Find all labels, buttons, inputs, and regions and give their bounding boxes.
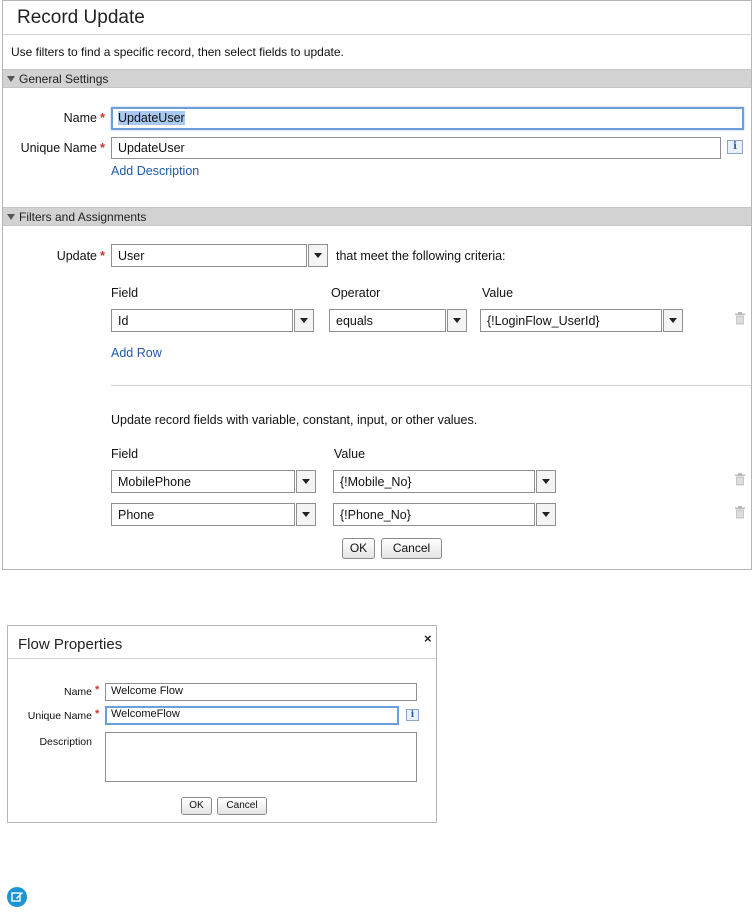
record-update-dialog: [2, 0, 752, 570]
chevron-down-icon[interactable]: [294, 309, 314, 332]
flow-name-input[interactable]: Welcome Flow: [105, 683, 417, 701]
chevron-down-icon[interactable]: [536, 470, 556, 493]
name-label: Name: [63, 111, 97, 125]
name-input[interactable]: [111, 107, 744, 130]
required-marker: *: [100, 140, 106, 155]
dialog-title: Record Update: [3, 1, 751, 35]
unique-name-value: UpdateUser: [118, 141, 185, 155]
ok-button[interactable]: OK: [342, 538, 375, 559]
required-marker: *: [100, 110, 106, 125]
dialog-description: Use filters to find a specific record, then select fields to update.: [11, 45, 344, 59]
required-marker: *: [100, 248, 106, 263]
unique-name-label: Unique Name: [20, 141, 97, 155]
assignment-field-select[interactable]: MobilePhone: [111, 470, 295, 493]
cancel-button[interactable]: Cancel: [381, 538, 442, 559]
section-title: General Settings: [19, 72, 109, 86]
dialog-title: Flow Properties: [8, 626, 436, 659]
section-title: Filters and Assignments: [19, 210, 147, 224]
info-icon[interactable]: i: [406, 709, 419, 721]
trash-icon[interactable]: [734, 473, 746, 486]
chevron-down-icon[interactable]: [296, 470, 316, 493]
unique-name-label: Unique Name: [27, 710, 92, 722]
trash-icon[interactable]: [734, 506, 746, 519]
object-select[interactable]: User: [111, 244, 307, 267]
chevron-down-icon[interactable]: [536, 503, 556, 526]
note-edit-icon: [7, 887, 27, 907]
column-field: Field: [111, 286, 139, 300]
column-value: Value: [482, 286, 514, 300]
required-marker: *: [95, 708, 100, 720]
name-label: Name: [63, 686, 92, 698]
name-value: UpdateUser: [118, 111, 185, 125]
chevron-down-icon[interactable]: [308, 244, 328, 267]
ok-button[interactable]: OK: [181, 797, 212, 815]
required-marker: *: [95, 684, 100, 696]
divider: [111, 385, 751, 386]
chevron-down-icon[interactable]: [296, 503, 316, 526]
trash-icon[interactable]: [734, 312, 746, 325]
filter-field-select[interactable]: Id: [111, 309, 293, 332]
filter-value-input[interactable]: {!LoginFlow_UserId}: [480, 309, 662, 332]
collapse-icon: [7, 214, 15, 220]
column-value: Value: [334, 447, 366, 461]
section-filters-and-assignments[interactable]: [3, 207, 751, 226]
description-label: Description: [39, 736, 92, 748]
close-icon[interactable]: ×: [424, 631, 432, 646]
assignment-field-select[interactable]: Phone: [111, 503, 295, 526]
criteria-text: that meet the following criteria:: [336, 249, 506, 263]
flow-description-textarea[interactable]: [105, 732, 417, 782]
section-general-settings[interactable]: [3, 69, 751, 88]
column-field: Field: [111, 447, 139, 461]
collapse-icon: [7, 76, 15, 82]
add-description-link[interactable]: Add Description: [111, 164, 200, 178]
unique-name-input[interactable]: [111, 137, 721, 159]
assignment-value-input[interactable]: {!Phone_No}: [333, 503, 535, 526]
update-label: Update: [56, 249, 97, 263]
column-operator: Operator: [331, 286, 381, 300]
chevron-down-icon[interactable]: [447, 309, 467, 332]
info-icon[interactable]: i: [727, 140, 743, 154]
flow-unique-name-input[interactable]: WelcomeFlow: [105, 706, 399, 725]
chevron-down-icon[interactable]: [663, 309, 683, 332]
flow-properties-dialog: [7, 625, 437, 823]
cancel-button[interactable]: Cancel: [217, 797, 267, 815]
assignment-value-input[interactable]: {!Mobile_No}: [333, 470, 535, 493]
filter-operator-select[interactable]: equals: [329, 309, 446, 332]
assignments-intro: Update record fields with variable, constant, input, or other values.: [111, 413, 478, 427]
add-row-link[interactable]: Add Row: [111, 346, 162, 360]
